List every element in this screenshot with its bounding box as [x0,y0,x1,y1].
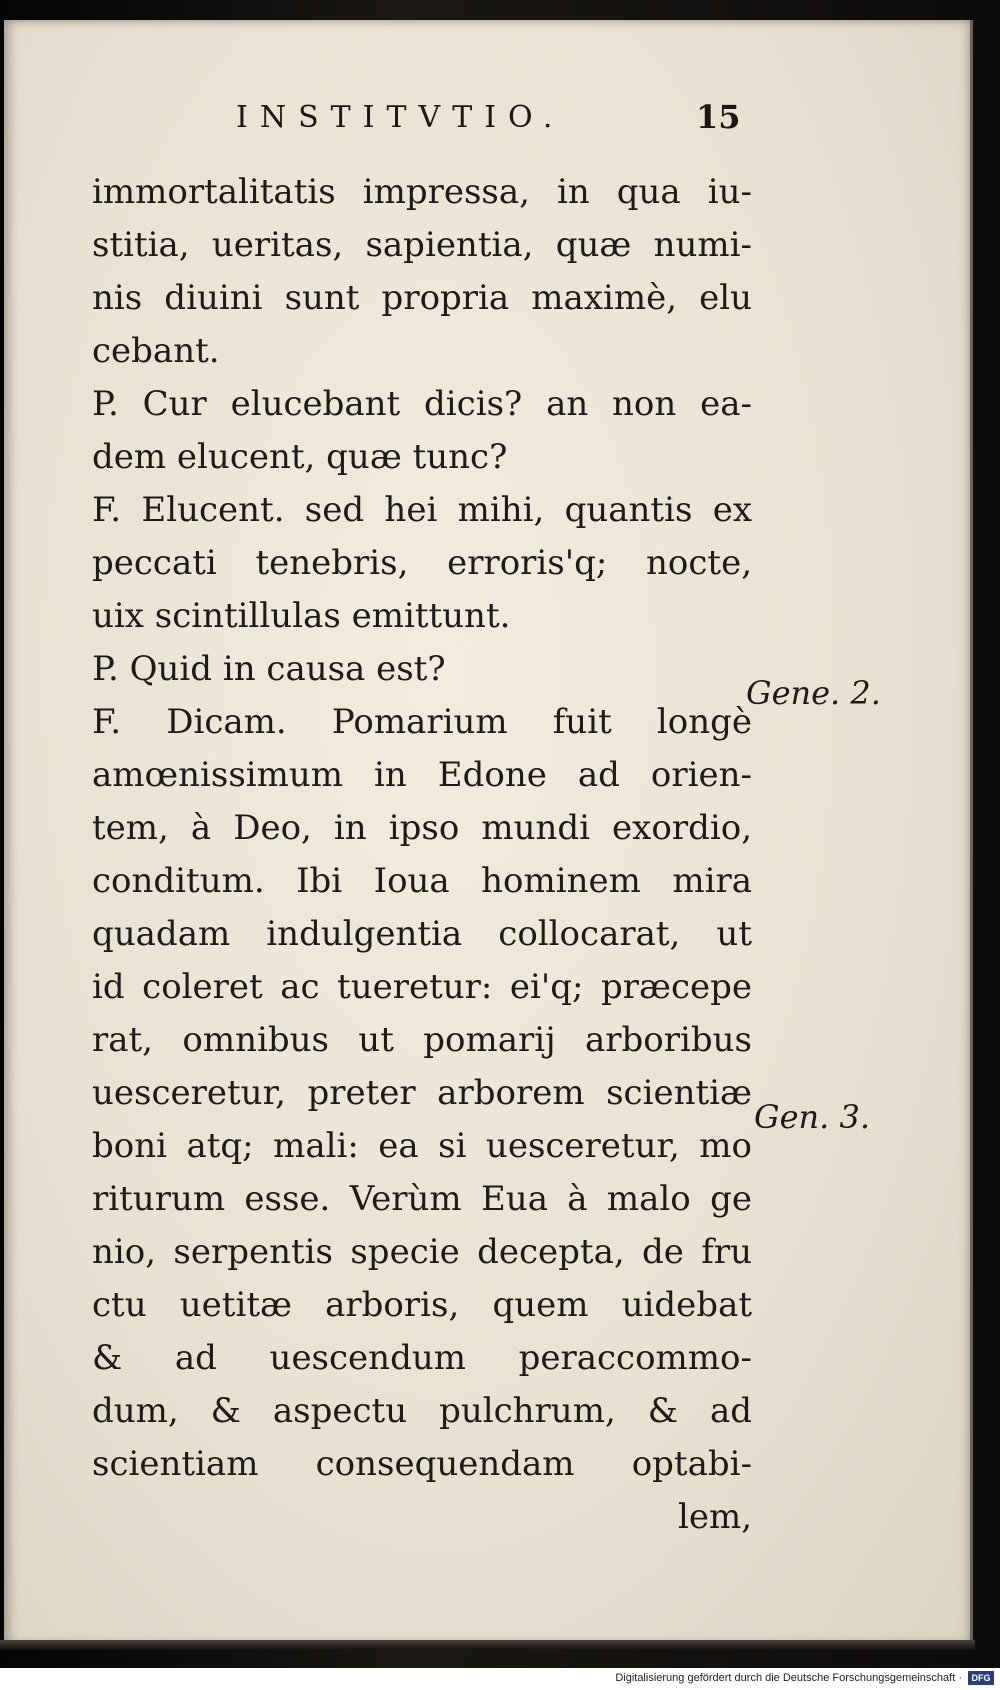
text-line: peccati tenebris, erroris'q; nocte, [92,543,752,583]
running-title: INSTITVTIO. [236,100,565,135]
text-line: tem, à Deo, in ipso mundi exordio, [92,808,752,848]
text-line: quadam indulgentia collocarat, ut [92,914,752,954]
text-line: stitia, ueritas, sapientia, quæ numi- [92,225,752,265]
text-line: dum, & aspectu pulchrum, & ad [92,1391,752,1431]
text-line: uix scintillulas emittunt. [92,596,511,636]
text-line: immortalitatis impressa, in qua iu- [92,172,752,212]
text-line: uesceretur, preter arborem scientiæ [92,1073,752,1113]
text-line: & ad uescendum peraccommo- [92,1338,752,1378]
catchword: lem, [677,1497,752,1537]
text-line: amœnissimum in Edone ad orien- [92,755,752,795]
text-line: scientiam consequendam optabi- [92,1444,752,1484]
text-line: id coleret ac tueretur: ei'q; præcepe [92,967,752,1007]
text-line: nis diuini sunt propria maximè, elu [92,278,752,318]
page-number: 15 [696,98,741,136]
text-line: conditum. Ibi Ioua hominem mira [92,861,752,901]
text-line: ctu uetitæ arboris, quem uidebat [92,1285,752,1325]
text-line: nio, serpentis specie decepta, de fru [92,1232,752,1272]
page-bottom-edge [0,1640,975,1650]
text-line: cebant. [92,331,220,371]
body-text [92,166,752,1544]
text-line: boni atq; mali: ea si uesceretur, mo [92,1126,752,1166]
text-line: F. Elucent. sed hei mihi, quantis ex [92,490,752,530]
text-line: rat, omnibus ut pomarij arboribus [92,1020,752,1060]
footer-bar [0,1668,1000,1690]
text-line: F. Dicam. Pomarium fuit longè [92,702,752,742]
text-line: riturum esse. Verùm Eua à malo ge [92,1179,752,1219]
text-line: P. Quid in causa est? [92,649,446,689]
book-page [4,20,973,1644]
digitization-credit: Digitalisierung gefördert durch die Deutsche Forschungsgemeinschaft · [615,1672,962,1684]
text-line: P. Cur elucebant dicis? an non ea- [92,384,752,424]
dfg-logo: DFG [968,1671,994,1685]
page-header [4,96,970,146]
text-line: dem elucent, quæ tunc? [92,437,508,477]
margin-note-gen-3: Gen. 3. [754,1098,870,1136]
margin-note-gene-2: Gene. 2. [746,674,881,712]
